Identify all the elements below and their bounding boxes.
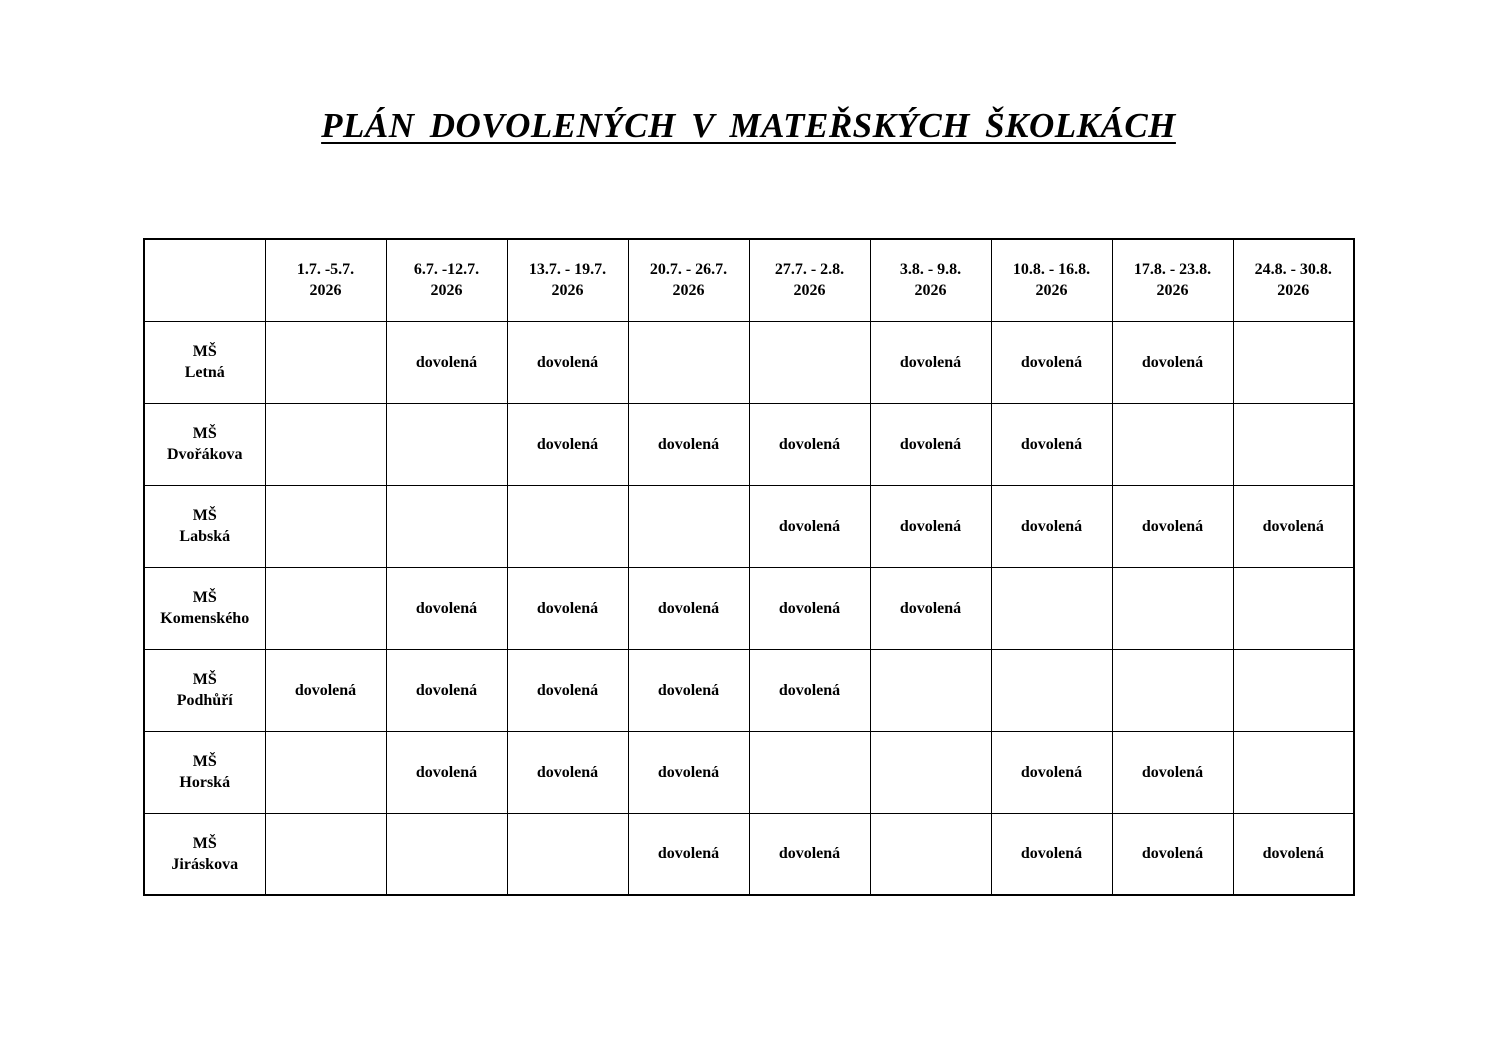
table-row <box>144 813 1354 895</box>
table-body <box>144 321 1354 895</box>
school-prefix: MŠ <box>192 834 217 852</box>
vacation-cell: dovolená <box>749 649 870 731</box>
period-range: 20.7. - 26.7. <box>649 261 728 279</box>
vacation-cell: dovolená <box>628 649 749 731</box>
vacation-cell: dovolená <box>386 321 507 403</box>
vacation-cell <box>386 485 507 567</box>
vacation-cell: dovolená <box>870 403 991 485</box>
school-cell <box>144 567 265 649</box>
vacation-cell <box>386 813 507 895</box>
period-header <box>265 239 386 321</box>
vacation-cell: dovolená <box>1233 485 1354 567</box>
vacation-cell: dovolená <box>1233 813 1354 895</box>
period-header <box>1233 239 1354 321</box>
period-range: 1.7. -5.7. <box>296 261 355 279</box>
vacation-table <box>143 238 1355 896</box>
period-year: 2026 <box>551 282 584 300</box>
vacation-cell <box>507 813 628 895</box>
vacation-cell: dovolená <box>628 567 749 649</box>
vacation-cell: dovolená <box>265 649 386 731</box>
school-prefix: MŠ <box>192 343 217 360</box>
vacation-cell: dovolená <box>507 731 628 813</box>
period-range: 6.7. -12.7. <box>413 261 480 279</box>
vacation-cell <box>749 731 870 813</box>
table-row <box>144 731 1354 813</box>
period-year: 2026 <box>309 282 342 300</box>
vacation-cell <box>265 403 386 485</box>
period-year: 2026 <box>1277 282 1310 300</box>
school-cell <box>144 731 265 813</box>
vacation-cell: dovolená <box>991 485 1112 567</box>
period-range: 27.7. - 2.8. <box>774 261 845 279</box>
vacation-cell <box>1233 731 1354 813</box>
vacation-cell <box>870 731 991 813</box>
school-name: Podhůří <box>176 692 233 709</box>
vacation-cell: dovolená <box>507 649 628 731</box>
period-range: 17.8. - 23.8. <box>1133 261 1212 279</box>
vacation-cell <box>628 485 749 567</box>
vacation-cell <box>507 485 628 567</box>
vacation-cell: dovolená <box>628 813 749 895</box>
vacation-cell: dovolená <box>870 567 991 649</box>
header-row <box>144 239 1354 321</box>
vacation-cell <box>265 813 386 895</box>
vacation-cell: dovolená <box>507 321 628 403</box>
period-year: 2026 <box>914 282 947 300</box>
period-year: 2026 <box>430 282 463 300</box>
vacation-cell: dovolená <box>991 731 1112 813</box>
vacation-cell <box>265 567 386 649</box>
period-range: 3.8. - 9.8. <box>899 261 962 279</box>
vacation-cell: dovolená <box>628 403 749 485</box>
vacation-cell <box>1112 567 1233 649</box>
document-title: PLÁN DOVOLENÝCH V MATEŘSKÝCH ŠKOLKÁCH <box>321 106 1176 145</box>
vacation-cell: dovolená <box>628 731 749 813</box>
school-name: Horská <box>179 774 231 791</box>
school-name: Komenského <box>160 610 250 627</box>
school-cell <box>144 813 265 895</box>
vacation-cell <box>1233 567 1354 649</box>
vacation-cell <box>1112 649 1233 731</box>
period-header <box>991 239 1112 321</box>
school-name: Jiráskova <box>171 855 239 873</box>
period-header <box>386 239 507 321</box>
vacation-cell: dovolená <box>749 485 870 567</box>
vacation-cell: dovolená <box>1112 485 1233 567</box>
period-range: 10.8. - 16.8. <box>1012 261 1091 279</box>
vacation-cell: dovolená <box>386 731 507 813</box>
vacation-cell: dovolená <box>1112 813 1233 895</box>
vacation-cell: dovolená <box>1112 321 1233 403</box>
vacation-cell: dovolená <box>1112 731 1233 813</box>
vacation-cell <box>386 403 507 485</box>
school-name: Labská <box>179 528 231 545</box>
period-year: 2026 <box>1035 282 1068 300</box>
period-header <box>870 239 991 321</box>
vacation-cell: dovolená <box>749 403 870 485</box>
school-cell <box>144 649 265 731</box>
school-prefix: MŠ <box>192 589 217 606</box>
table-row <box>144 485 1354 567</box>
school-prefix: MŠ <box>192 753 217 770</box>
vacation-cell <box>1233 321 1354 403</box>
vacation-cell: dovolená <box>507 567 628 649</box>
table-row <box>144 321 1354 403</box>
period-header <box>749 239 870 321</box>
vacation-cell: dovolená <box>749 567 870 649</box>
school-prefix: MŠ <box>192 507 217 524</box>
school-cell <box>144 321 265 403</box>
vacation-cell <box>265 731 386 813</box>
vacation-cell: dovolená <box>870 485 991 567</box>
period-header <box>628 239 749 321</box>
table-row <box>144 403 1354 485</box>
vacation-cell: dovolená <box>991 403 1112 485</box>
vacation-cell <box>1233 649 1354 731</box>
vacation-cell <box>265 321 386 403</box>
period-range: 13.7. - 19.7. <box>528 261 607 279</box>
vacation-cell <box>870 649 991 731</box>
period-year: 2026 <box>793 282 826 300</box>
school-name: Dvořákova <box>166 446 243 463</box>
vacation-cell: dovolená <box>507 403 628 485</box>
vacation-cell <box>1112 403 1233 485</box>
school-prefix: MŠ <box>192 425 217 442</box>
vacation-cell: dovolená <box>749 813 870 895</box>
school-cell <box>144 403 265 485</box>
vacation-cell: dovolená <box>991 813 1112 895</box>
vacation-cell <box>1233 403 1354 485</box>
vacation-cell <box>265 485 386 567</box>
vacation-cell <box>628 321 749 403</box>
period-year: 2026 <box>672 282 705 300</box>
vacation-cell <box>749 321 870 403</box>
vacation-cell <box>991 567 1112 649</box>
vacation-cell: dovolená <box>386 649 507 731</box>
table-row <box>144 567 1354 649</box>
table-row <box>144 649 1354 731</box>
school-prefix: MŠ <box>192 671 217 688</box>
vacation-cell: dovolená <box>386 567 507 649</box>
school-cell <box>144 485 265 567</box>
period-range: 24.8. - 30.8. <box>1254 261 1332 279</box>
period-header <box>1112 239 1233 321</box>
vacation-cell: dovolená <box>870 321 991 403</box>
vacation-cell: dovolená <box>991 321 1112 403</box>
period-year: 2026 <box>1156 282 1189 300</box>
vacation-cell <box>870 813 991 895</box>
period-header <box>507 239 628 321</box>
corner-cell <box>144 239 265 321</box>
school-name: Letná <box>184 364 225 381</box>
vacation-cell <box>991 649 1112 731</box>
